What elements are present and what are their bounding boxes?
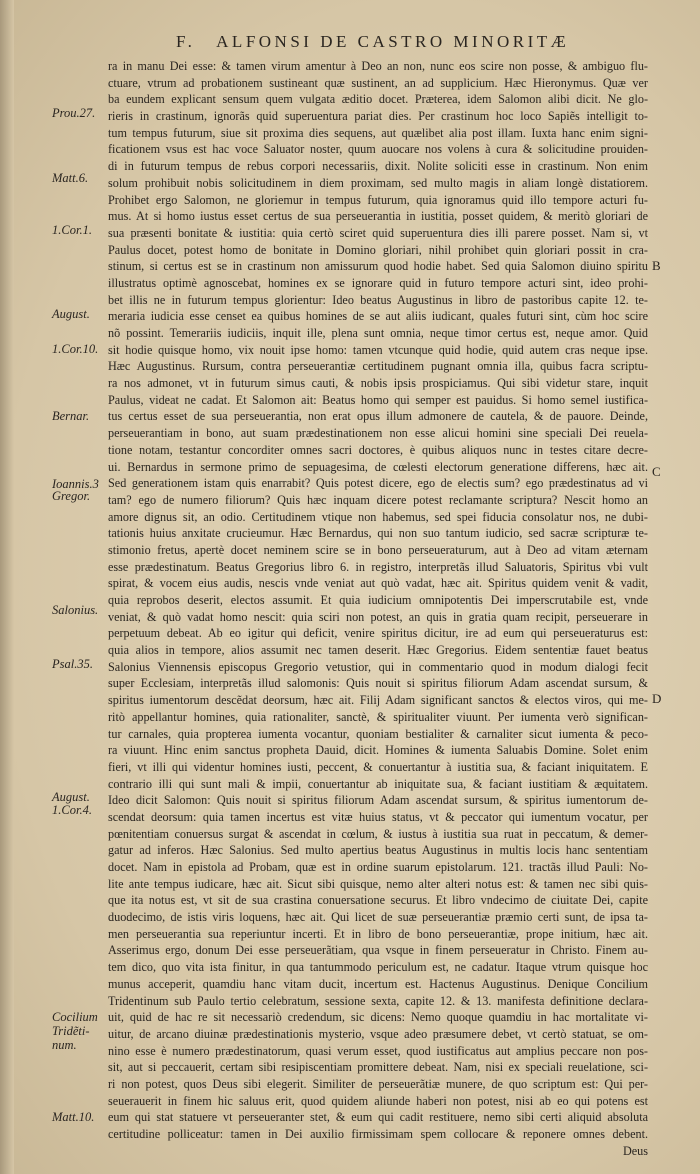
text-line: Paulus, videat ne cadat. Et Salomon ait: Beatus homo qui semper est pauidus. Si homo semel iustifica- xyxy=(108,392,648,407)
margin-note-salonius: Salonius. xyxy=(52,602,99,617)
page-gutter-shadow xyxy=(0,0,14,1174)
text-line: lite ante tempus iudicare, hæc ait. Sicut sibi quisque, nemo alter alteri notus est: & tamen nec sibi quis- xyxy=(108,876,648,891)
catchword: Deus xyxy=(622,1143,648,1158)
text-line: quia alios in tempore, alios assumit nec tamen deserit. Hæc Gregorius. Eidem sententiæ fauet beatus xyxy=(108,643,648,658)
margin-note-1cor1: 1.Cor.1. xyxy=(52,222,92,237)
text-line: docet. Nam in epistola ad Probam, quæ est in ordine suarum epistolarum. 121. tractãs illud Pauli: No- xyxy=(108,860,648,874)
margin-note-prou27: Prou.27. xyxy=(52,105,96,120)
text-line: eum qui stat statuere vt perseueranter stet, & eum qui cadit restituere, nemo sibi certi aliquid absoluta xyxy=(108,1110,648,1125)
text-line: ra in manu Dei esse: & tamen virum amentur à Deo an non, nunc eos scire non posse, & ambiguo flu- xyxy=(108,59,648,73)
margin-note-ioannis3: Ioannis.3 xyxy=(52,476,99,491)
text-line: pœnitentiam conuersus surgat & ascendat in cœlum, & iustus à iustitia sua ruat in peccatum, & demer- xyxy=(108,826,648,841)
text-line: tur carnales, quia propterea iumenta vocantur, quoniam bestialiter & carnaliter sicut iumenta & peco- xyxy=(108,726,648,741)
text-line: Paulus docet, potest homo de bonitate in Domino gloriari, nihil prohibet quin gloriari possit in cra- xyxy=(108,242,648,257)
text-line: spiritus iumentorum descẽdat deorsum, hæc ait. Filij Adam significant sanctos & electos viros, qui me- xyxy=(108,693,648,708)
text-line: tem dico, quo vita ista finitur, in qua tantummodo periculum est, ne cadatur. Itaque vtrum quisque hoc xyxy=(108,960,648,975)
margin-note-august-2: August. xyxy=(52,789,90,804)
text-line: perseuerantiam in bono, aut suam prædestinationem non esse alicui homini sine speciali Dei reuela- xyxy=(108,426,648,441)
text-line: ra viuunt. Hinc enim sanctus propheta Dauid, dicit. Homines & iumenta Saluabis Domine. Solet enim xyxy=(108,743,648,758)
text-line: fieri, vt illi qui videntur homines iusti, peccent, & conuertantur à iustitia sua, & faciant iniquitatem. E xyxy=(108,759,648,774)
text-line: stimonio fretus, apertè docet neminem scire se in bono perseueraturum, aut à Deo ad vitam æternam xyxy=(108,542,648,557)
text-line: uit, quid de hac re sit necessariò credendum, sic dicens: Nemo quoque quamdiu in hac mortalitate vi- xyxy=(108,1010,648,1025)
margin-note-bernar: Bernar. xyxy=(52,408,90,423)
text-line: sua præsenti bonitate & iustitia: quia certò sciret quid superuentura dies illi parere posset. Nam si, vt xyxy=(108,225,648,240)
text-line: ctuare, vtrum ad probationem sustineant quæ sustinent, an ad supplicium. Hæc Hieronymus. Quæ ver xyxy=(108,75,648,90)
text-line: certitudine polliceatur: tamen in Dei auxilio firmissimam spem collocare & reponere omnes debent. xyxy=(108,1127,648,1141)
margin-note-concilium-1: Cocilium xyxy=(52,1009,98,1024)
text-line: ri non potest, quos Deus sibi elegerit. Similiter de perseuerãtiæ munere, de quo scriptum est: Qui per- xyxy=(108,1076,648,1091)
margin-note-1cor4: 1.Cor.4. xyxy=(52,802,92,817)
text-line: mus. At si homo iustus esset certus de sua perseuerantia in iustitia, posset quidem, & meritò gloriari de xyxy=(108,209,648,224)
text-line: tam? ego de numero filiorum? Quis hæc inquam dicere potest reclamante scriptura? Nescit homo an xyxy=(108,492,648,507)
text-line: scendat deorsum: quia tamen incertus est vitæ huius status, vt & peccator qui iumentum vocatur, per xyxy=(108,809,648,824)
text-line: Ideo dicit Salomon: Quis nouit si spiritus filiorum Adam ascendat sursum, & spiritus iumentorum de- xyxy=(108,793,648,808)
text-line: Hæc Augustinus. Rursum, contra perseuerantiæ certitudinem pugnant omnia illa, quibus facra scriptu- xyxy=(108,359,648,374)
margin-note-1cor10: 1.Cor.10. xyxy=(52,342,99,357)
text-line: Asserimus ergo, donum Dei esse perseuerãtiam, qua vsque in finem perseueratur in Christo. Finem au- xyxy=(108,943,648,958)
text-line: super Ecclesiam, interpretãs illud salomonis: Quis nouit si spiritus filiorum Adam ascendat sursum, & xyxy=(108,676,648,691)
text-line: contrario illi qui sunt mali & impii, conuertantur ab iniquitate sua, & faciant iustitiam & æquitatem. xyxy=(108,776,648,791)
section-letter-c: C xyxy=(652,463,661,479)
section-letter-d: D xyxy=(652,690,662,706)
text-line: ba eundem explicant sensum quem vulgata æditio docet. Præterea, idem Salomon alibi dicit. Ne glo- xyxy=(108,92,648,107)
text-line: sit hodie quisque homo, vix nouit ipse homo: tamen vtcunque quid hodie, quid autem cras neque ipse. xyxy=(108,342,648,357)
text-line: Prohibet ergo Salomon, ne gloriemur in tempus futurum, quia ignoramus quid illo tempore acturi fu- xyxy=(108,192,648,207)
text-line: duodecimo, de istis viris loquens, hæc ait. Qui licet de suæ perseuerantiæ præmio certi sunt, de ipsa ta- xyxy=(108,910,648,925)
text-line: ritò appellantur homines, quia rationaliter, sanctè, & spiritualiter viuunt. Per iumenta verò significan- xyxy=(108,709,648,724)
text-line: di in futurum tempus de rebus corpori necessariis, dixit. Nolite soliciti esse in crastinum. Non enim xyxy=(108,159,648,174)
text-line: tus certus esset de sua perseuerantia, non erat opus illum admonere de cautela, & de pauore. Deinde, xyxy=(108,409,648,424)
text-line: uitur, de arcano diuinæ prædestinationis mysterio, vsque adeo præsumere debet, vt certò statuat, se om- xyxy=(108,1026,648,1041)
text-line: nõ possint. Temerariis iudiciis, inquit ille, plena sunt omnia, neque timor certus est, neque amor. Quid xyxy=(108,326,648,340)
running-header xyxy=(176,32,636,52)
margin-note-matt6: Matt.6. xyxy=(52,171,89,186)
text-line: seuerauerit in finem hic saluus erit, quod quidem aliunde haberi non potest, nisi ab eo qui potens est xyxy=(108,1093,648,1108)
text-line: bet illis ne in futurum tempus glorientur: Ideo beatus Augustinus in libro de pastoribus capite 12. te- xyxy=(108,292,648,307)
margin-note-concilium-3: num. xyxy=(52,1037,77,1052)
text-line: stinum, si certus est se in crastinum non amissurum quod hodie habet. Sed quia Salomon diuino spiritu xyxy=(108,259,648,274)
text-line: amore dignus sit, an odio. Certitudinem vtique non habemus, sed spei fiducia consolatur nos, ne dubi- xyxy=(108,509,648,524)
margin-note-gregor: Gregor. xyxy=(52,489,91,504)
text-line: ficationem vsus est hac voce Saluator noster, quum auocare nos volens à cura & solicitudine prouiden- xyxy=(108,142,648,157)
text-line: illustratus optimè agnoscebat, homines ex se ignorare quid in futuro tempore acturi sint, ideo prohi- xyxy=(108,275,648,290)
text-line: rieris in crastinum, ignorãs quid superuentura pariat dies. Per crastinum hoc loco Sapiẽs intelligit to- xyxy=(108,109,648,124)
text-line: sit, aut si peccauerit, certam sibi resipiscentiam promittere debeat. Nam, nisi ex speciali reuelatione, sci- xyxy=(108,1060,648,1075)
text-line: perpetuum debeat. Ab eo igitur qui deficit, venire spiritus dicitur, ire ad eum qui perseueraturus est: xyxy=(108,626,648,641)
section-letter-b: B xyxy=(652,257,661,273)
text-line: ui. Bernardus in sermone primo de sepuagesima, de cœlesti electorum generatione differens, hæc ait. xyxy=(108,459,648,474)
main-text-column xyxy=(108,58,648,1159)
running-title: ALFONSI DE CASTRO MINORITÆ xyxy=(216,32,570,51)
text-line: meraria iudicia esse censet ea quibus homines de se aut aliis iudicant, quales futuri sint, cùm hoc scire xyxy=(108,309,648,324)
margin-note-august-1: August. xyxy=(52,307,90,322)
text-line: gatur ad inferos. Hæc Salonius. Sed multo apertius beatus Augustinus in multis locis hanc sententiam xyxy=(108,843,648,858)
margin-note-matt10: Matt.10. xyxy=(52,1109,95,1124)
margin-note-concilium-2: Tridẽti- xyxy=(52,1023,90,1038)
text-line: men perseuerantia sua reperiuntur incerti. Et in libro de bono perseuerantiæ, prope initium, hæc ait. xyxy=(108,926,648,941)
text-line: que ita notus est, vt sit de sua crastina conuersatione securus. Et libro vndecimo de ciuitate Dei, capite xyxy=(108,893,648,908)
text-line: munus acceperit, quamdiu hanc vitam ducit, incertum est. Hactenus Augustinus. Denique Concilium xyxy=(108,976,648,991)
text-line: veniat, & quò vadat homo nescit: quia sciri non potest, an quis in gratia quam recipit, perseuerare in xyxy=(108,609,648,624)
text-line: tum tempus futurum, siue sit proxima dies sequens, aut quælibet alia post illam. Iuxta hanc enim signi- xyxy=(108,125,648,140)
text-line: Sed generationem istam quis enarrabit? Quis potest dicere, ego de electis sum? ego prædestinatus ad vi xyxy=(108,476,648,491)
text-line: nino esse è numero prædestinatorum, quasi verum esset, quod iustificatus aut amplius peccare non pos- xyxy=(108,1043,648,1058)
text-line: quia reprobos deserit, electos assumit. Et quia iudicium omnipotentis Dei imperscrutabile est, vnde xyxy=(108,593,648,607)
text-line: esse prædestinatum. Beatus Gregorius libro 6. in registro, interpretãs illud Saluatoris, Spiritus vbi vult xyxy=(108,559,648,574)
text-line: spirat, & vocem eius audis, nescis vnde veniat aut quò vadat, hæc ait. Spiritus quidem venit & vadit, xyxy=(108,576,648,591)
text-line: Tridentinum sub Paulo tertio celebratum, sessione sexta, capite 12. & 13. manifesta definitione declara- xyxy=(108,993,648,1008)
text-line: solum prohibuit nobis solicitudinem in diem proximam, sed multo magis in aliam longè distatiorem. xyxy=(108,175,648,190)
text-line: tione notam, testantur concorditer omnes sacri doctores, è quibus aliquos nunc in testes citare decre- xyxy=(108,442,648,457)
text-line: tationis huius anxitate crucieumur. Hæc Bernardus, qui non suo tantum iudicio, sed sacræ scripturæ te- xyxy=(108,526,648,541)
folio-mark: F. xyxy=(176,32,196,51)
text-line: ra nos admonet, vt in futurum simus cauti, & nobis ipsis prospiciamus. Qui sibi videtur stare, inquit xyxy=(108,376,648,391)
margin-note-psal35: Psal.35. xyxy=(52,657,93,672)
text-line: Salonius Viennensis episcopus Gregorio vetustior, qui in commentario quod in modum dialogi fecit xyxy=(108,659,648,674)
